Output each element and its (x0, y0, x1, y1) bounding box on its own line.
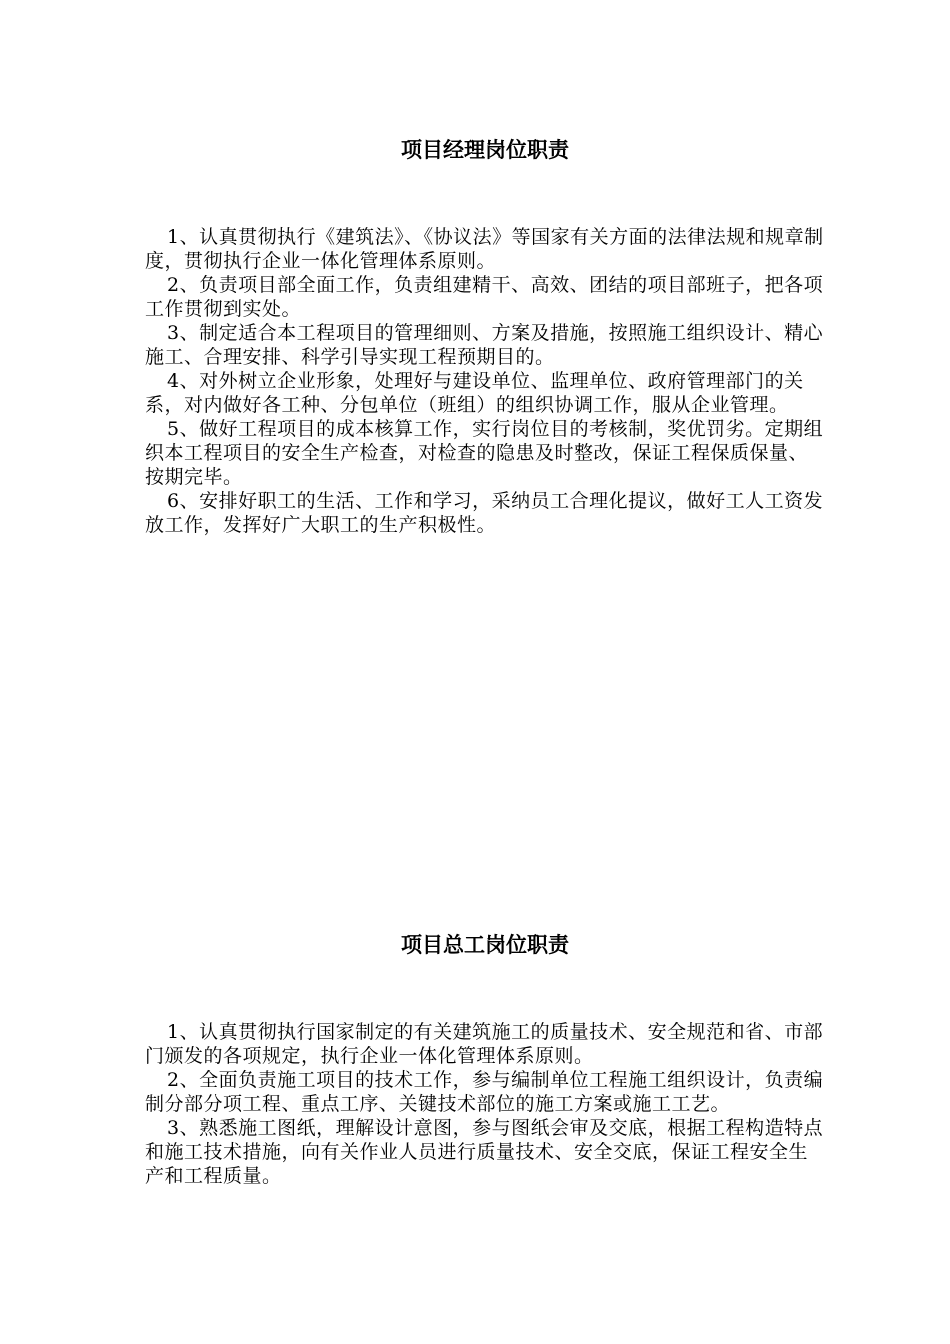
duty-item: 1、认真贯彻执行国家制定的有关建筑施工的质量技术、安全规范和省、市部门颁发的各项规定，执行企业一体化管理体系原则。 (145, 1021, 824, 1067)
duty-item: 5、做好工程项目的成本核算工作，实行岗位目的考核制，奖优罚劣。定期组织本工程项目的安全生产检查，对检查的隐患及时整改，保证工程保质保量、按期完毕。 (145, 418, 824, 488)
duty-item: 4、对外树立企业形象，处理好与建设单位、监理单位、政府管理部门的关系，对内做好各工种、分包单位（班组）的组织协调工作，服从企业管理。 (145, 370, 804, 416)
duty-item: 3、熟悉施工图纸，理解设计意图，参与图纸会审及交底，根据工程构造特点和施工技术措施，向有关作业人员进行质量技术、安全交底，保证工程安全生产和工程质量。 (145, 1117, 824, 1187)
duty-item: 3、制定适合本工程项目的管理细则、方案及措施，按照施工组织设计、精心施工、合理安排、科学引导实现工程预期目的。 (145, 322, 824, 368)
duty-item: 6、安排好职工的生活、工作和学习，采纳员工合理化提议，做好工人工资发放工作，发挥好广大职工的生产积极性。 (145, 490, 824, 536)
duty-item: 2、全面负责施工项目的技术工作，参与编制单位工程施工组织设计，负责编制分部分项工程、重点工序、关键技术部位的施工方案或施工工艺。 (145, 1069, 824, 1115)
section-title: 项目经理岗位职责 (401, 138, 569, 162)
duty-list (145, 1020, 825, 1188)
duty-list (145, 225, 825, 537)
section-project-manager (145, 135, 825, 537)
section-chief-engineer (145, 930, 825, 1188)
duty-item: 1、认真贯彻执行《建筑法》、《协议法》等国家有关方面的法律法规和规章制度，贯彻执行企业一体化管理体系原则。 (145, 226, 824, 272)
section-title: 项目总工岗位职责 (401, 933, 569, 957)
duty-item: 2、负责项目部全面工作，负责组建精干、高效、团结的项目部班子，把各项工作贯彻到实处。 (145, 274, 824, 320)
